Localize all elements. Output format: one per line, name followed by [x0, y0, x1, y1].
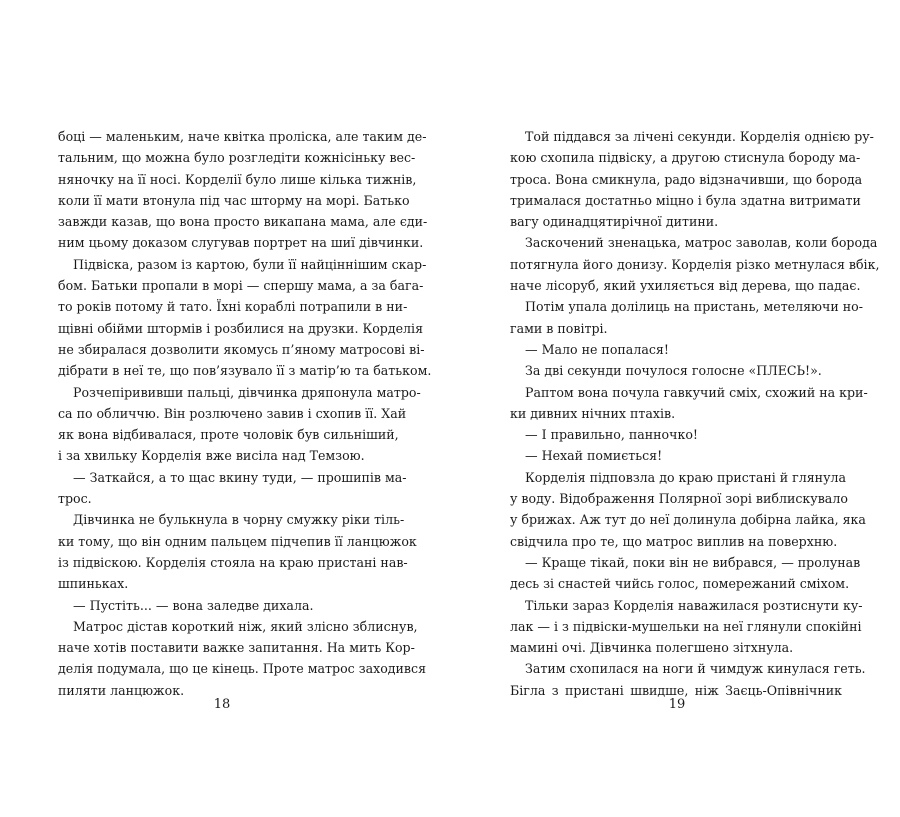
text-line: тальним, що можна було розгледіти кожнісіньку вес- — [58, 150, 416, 166]
text-line: са по обличчю. Він розлючено завив і схопив її. Хай — [58, 405, 407, 421]
text-line: — Пустіть... — вона заледве дихала. — [73, 597, 314, 613]
right-page-number: 19 — [668, 697, 686, 712]
text-line: вагу одинадцятирічної дитини. — [510, 214, 719, 230]
text-line: наче хотів поставити важке запитання. На мить Кор- — [58, 640, 415, 656]
text-line: Підвіска, разом із картою, були її найціннішим скар- — [73, 256, 427, 272]
text-line: делія подумала, що це кінець. Проте матрос заходився — [58, 661, 427, 677]
text-line: трималася достатньо міцно і була здатна витримати — [510, 192, 861, 208]
text-line: — Заткайся, а то щас вкину туди, — прошипів ма- — [73, 469, 407, 485]
text-line: потягнула його донизу. Корделія різко метнулася вбік, — [510, 256, 880, 272]
text-line: Матрос дістав короткий ніж, який злісно зблиснув, — [73, 618, 418, 634]
text-line: троса. Вона смикнула, радо відзначивши, що борода — [510, 171, 863, 187]
left-page-number: 18 — [213, 697, 231, 712]
text-line: свідчила про те, що матрос виплив на поверхню. — [510, 533, 838, 549]
text-line: не збиралася дозволити якомусь п’яному матросові ві- — [58, 341, 425, 357]
text-line: боці — маленьким, наче квітка проліска, але таким де- — [58, 129, 427, 144]
text-line: щівні обійми штормів і розбилися на друзки. Корделія — [58, 320, 424, 336]
text-line: пиляти ланцюжок. — [58, 682, 185, 698]
text-line: то років потому й тато. Їхні кораблі потрапили в ни- — [58, 299, 408, 315]
text-line: завжди казав, що вона просто викапана мама, але єди- — [58, 214, 428, 230]
text-line: Корделія підповзла до краю пристані й глянула — [525, 469, 846, 485]
text-line: Затим схопилася на ноги й чимдуж кинулася геть. — [525, 661, 866, 677]
text-line: коли її мати втонула під час шторму на морі. Батько — [58, 192, 410, 208]
text-line: бом. Батьки пропали в морі — спершу мама, а за бага- — [58, 278, 424, 294]
text-line: ки дивних нічних птахів. — [510, 405, 676, 421]
text-line: Той піддався за лічені секунди. Корделія однією ру- — [525, 129, 874, 144]
text-line: дібрати в неї те, що пов’язувало її з матір’ю та батьком. — [58, 363, 432, 379]
text-line: як вона відбивалася, проте чоловік був сильніший, — [58, 427, 399, 443]
text-line: няночку на її носі. Корделії було лише кілька тижнів, — [58, 171, 417, 187]
text-line: Заскочений зненацька, матрос заволав, коли борода — [525, 235, 878, 251]
text-line: Дівчинка не булькнула в чорну смужку ріки тіль- — [73, 512, 405, 528]
text-line: Розчепірививши пальці, дівчинка дряпонула матро- — [73, 384, 421, 400]
text-line: наче лісоруб, який ухиляється від дерева, що падає. — [510, 278, 861, 294]
text-line: За дві секунди почулося голосне «ПЛЕСЬ!». — [525, 363, 822, 379]
text-line: трос. — [58, 491, 92, 507]
text-line: у воду. Відображення Полярної зорі виблискувало — [510, 491, 848, 507]
text-line: Потім упала долілиць на пристань, метеляючи но- — [525, 299, 863, 315]
text-line: — Краще тікай, поки він не вибрався, — пролунав — [525, 554, 861, 570]
text-line: — Нехай помиється! — [525, 448, 663, 464]
text-line: — Мало не попалася! — [525, 341, 669, 357]
text-line: із підвіскою. Корделія стояла на краю пристані нав- — [58, 554, 408, 570]
right-page-text — [510, 126, 880, 701]
text-line: лак — і з підвіски-мушельки на неї глянули спокійні — [510, 618, 862, 634]
text-line: Раптом вона почула гавкучий сміх, схожий на кри- — [525, 384, 868, 400]
text-line: Бігла з пристані швидше, ніж Заєць-Опівнічник — [510, 682, 842, 698]
text-line: Тільки зараз Корделія наважилася розтиснути ку- — [525, 597, 863, 613]
text-line: мамині очі. Дівчинка полегшено зітхнула. — [510, 640, 794, 656]
text-line: десь зі снастей чийсь голос, помережаний сміхом. — [510, 576, 850, 592]
text-line: ним цьому доказом слугував портрет на шиї дівчинки. — [58, 235, 424, 251]
left-page-text — [58, 126, 432, 701]
text-line: шпиньках. — [58, 576, 129, 592]
text-line: і за хвильку Корделія вже висіла над Темзою. — [58, 448, 365, 464]
text-line: гами в повітрі. — [510, 320, 608, 336]
text-line: ки тому, що він одним пальцем підчепив її ланцюжок — [58, 533, 417, 549]
text-line: у брижах. Аж тут до неї долинула добірна лайка, яка — [510, 512, 866, 528]
text-line: кою схопила підвіску, а другою стиснула бороду ма- — [510, 150, 861, 166]
text-line: — І правильно, панночко! — [525, 427, 698, 443]
